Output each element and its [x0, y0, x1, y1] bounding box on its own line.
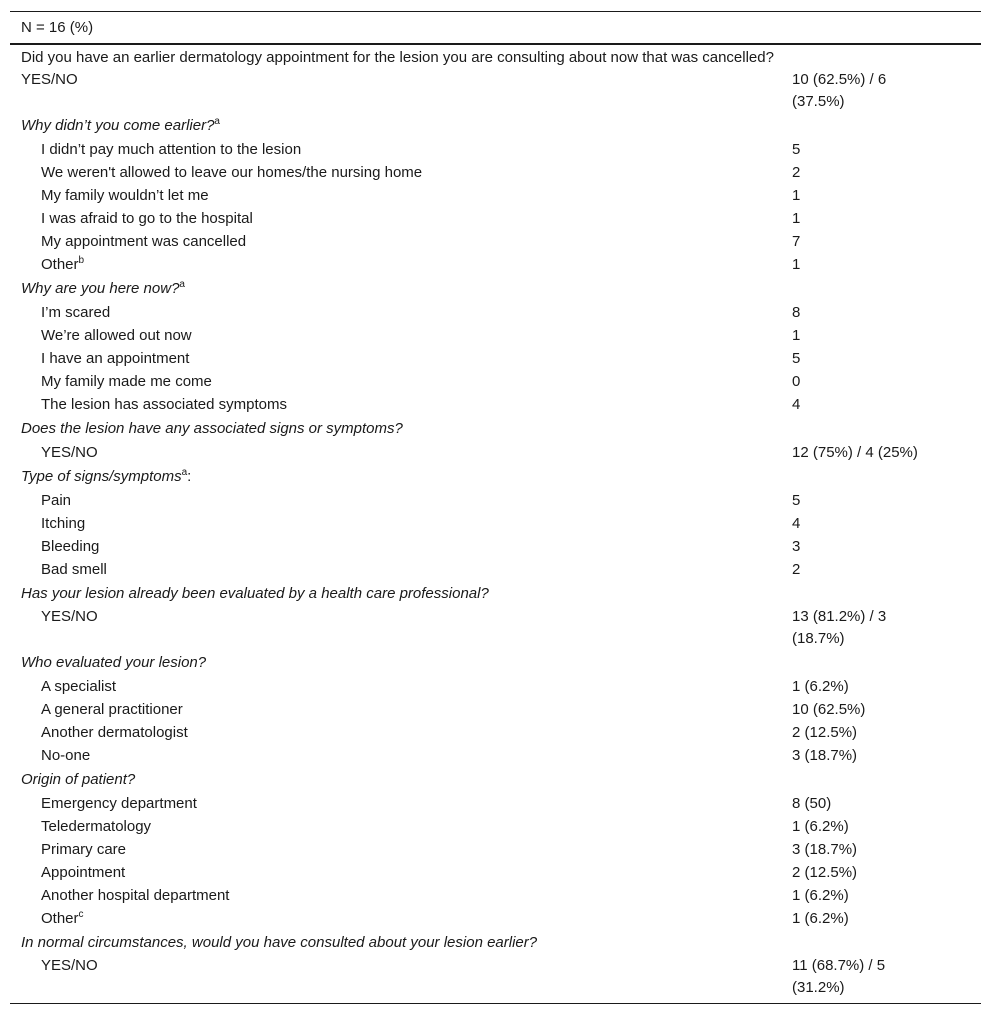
table-row	[10, 792, 981, 815]
row-label: No-one	[41, 747, 91, 764]
table-row	[10, 907, 981, 930]
row-value: 1 (6.2%)	[792, 678, 849, 695]
section-title: Origin of patient?	[21, 771, 136, 788]
row-label: A specialist	[41, 678, 117, 695]
row-value: 5	[792, 141, 801, 158]
footnote-mark: c	[78, 909, 84, 920]
section-title: In normal circumstances, would you have consulted about your lesion earlier?	[21, 934, 538, 951]
table-row	[10, 698, 981, 721]
table-row	[10, 347, 981, 370]
row-value: 12 (75%) / 4 (25%)	[792, 444, 918, 461]
table-row	[10, 512, 981, 535]
row-value: 10 (62.5%) / 6 (37.5%)	[792, 71, 887, 110]
section-heading	[10, 464, 981, 489]
table-row	[10, 489, 981, 512]
row-value: 1	[792, 187, 801, 204]
row-label: YES/NO	[21, 71, 78, 88]
row-label: My family made me come	[41, 373, 212, 390]
row-label: Itching	[41, 515, 86, 532]
row-label: Emergency department	[41, 795, 197, 812]
row-value: 13 (81.2%) / 3 (18.7%)	[792, 608, 887, 647]
row-label: We weren't allowed to leave our homes/the nursing home	[41, 164, 423, 181]
row-value: 8	[792, 304, 801, 321]
table-row	[10, 721, 981, 744]
table-row	[10, 230, 981, 253]
section-heading	[10, 581, 981, 606]
row-value: 5	[792, 350, 801, 367]
row-value: 2	[792, 164, 801, 181]
footnote-mark: b	[78, 255, 85, 266]
row-label: I’m scared	[41, 304, 111, 321]
section-heading	[10, 113, 981, 138]
row-label: Pain	[41, 492, 72, 509]
table-row	[10, 838, 981, 861]
table-row	[10, 606, 981, 650]
row-label: Other	[41, 256, 79, 273]
row-label: Other	[41, 910, 79, 927]
table-row	[10, 370, 981, 393]
row-value: 2 (12.5%)	[792, 864, 858, 881]
table-row	[10, 324, 981, 347]
row-label: YES/NO	[41, 957, 98, 974]
table-row	[10, 393, 981, 416]
table-row	[10, 69, 981, 113]
row-value: 11 (68.7%) / 5 (31.2%)	[792, 957, 886, 996]
table-row	[10, 558, 981, 581]
row-label: I have an appointment	[41, 350, 190, 367]
section-heading	[10, 416, 981, 441]
section-title: Type of signs/symptoms	[21, 468, 182, 485]
survey-table	[10, 11, 981, 1004]
row-label: Appointment	[41, 864, 126, 881]
row-label: My appointment was cancelled	[41, 233, 247, 250]
question-cancelled: Did you have an earlier dermatology appointment for the lesion you are consulting about now that was cancelled?	[21, 49, 774, 66]
row-value: 3 (18.7%)	[792, 747, 858, 764]
row-value: 5	[792, 492, 801, 509]
row-label: I didn’t pay much attention to the lesion	[41, 141, 302, 158]
row-value: 2 (12.5%)	[792, 724, 858, 741]
row-value: 3 (18.7%)	[792, 841, 858, 858]
section-title: Has your lesion already been evaluated by a health care professional?	[21, 585, 489, 602]
row-value: 2	[792, 561, 801, 578]
footnote-mark: a	[179, 279, 185, 290]
section-title: Why are you here now?	[21, 280, 180, 297]
table-row	[10, 184, 981, 207]
row-label: Bleeding	[41, 538, 100, 555]
row-value: 4	[792, 515, 801, 532]
table-row	[10, 45, 981, 69]
section-heading	[10, 276, 981, 301]
section-heading	[10, 930, 981, 955]
footnote-mark: a	[181, 467, 188, 478]
row-label: Bad smell	[41, 561, 107, 578]
table-row	[10, 161, 981, 184]
row-label: We’re allowed out now	[41, 327, 192, 344]
row-value: 1 (6.2%)	[792, 887, 849, 904]
row-value: 1 (6.2%)	[792, 910, 849, 927]
table-row	[10, 884, 981, 907]
table-header: N = 16 (%)	[10, 12, 981, 45]
table-row	[10, 535, 981, 558]
row-label: Teledermatology	[41, 818, 152, 835]
row-label: The lesion has associated symptoms	[41, 396, 287, 413]
section-title: Why didn’t you come earlier?	[21, 117, 215, 134]
table-row	[10, 675, 981, 698]
row-value: 1 (6.2%)	[792, 818, 849, 835]
row-value: 1	[792, 210, 801, 227]
title-suffix: :	[187, 468, 192, 485]
table-row	[10, 301, 981, 324]
row-value: 8 (50)	[792, 795, 832, 812]
table-row	[10, 815, 981, 838]
row-value: 7	[792, 233, 801, 250]
row-value: 3	[792, 538, 801, 555]
row-label: Another hospital department	[41, 887, 230, 904]
row-value: 1	[792, 327, 801, 344]
row-label: A general practitioner	[41, 701, 183, 718]
row-value: 0	[792, 373, 801, 390]
table-row	[10, 253, 981, 276]
table-row	[10, 441, 981, 464]
footnote-mark: a	[214, 116, 220, 127]
row-label: My family wouldn’t let me	[41, 187, 209, 204]
table-row	[10, 207, 981, 230]
section-heading	[10, 767, 981, 792]
row-label: Another dermatologist	[41, 724, 188, 741]
section-title: Who evaluated your lesion?	[21, 654, 207, 671]
table-row	[10, 138, 981, 161]
table-row	[10, 955, 981, 1003]
row-label: Primary care	[41, 841, 127, 858]
section-title: Does the lesion have any associated signs or symptoms?	[21, 420, 403, 437]
row-value: 10 (62.5%)	[792, 701, 866, 718]
row-label: YES/NO	[41, 608, 98, 625]
table-row	[10, 744, 981, 767]
row-value: 4	[792, 396, 801, 413]
table-row	[10, 861, 981, 884]
row-label: YES/NO	[41, 444, 98, 461]
row-label: I was afraid to go to the hospital	[41, 210, 253, 227]
section-heading	[10, 650, 981, 675]
row-value: 1	[792, 256, 801, 273]
